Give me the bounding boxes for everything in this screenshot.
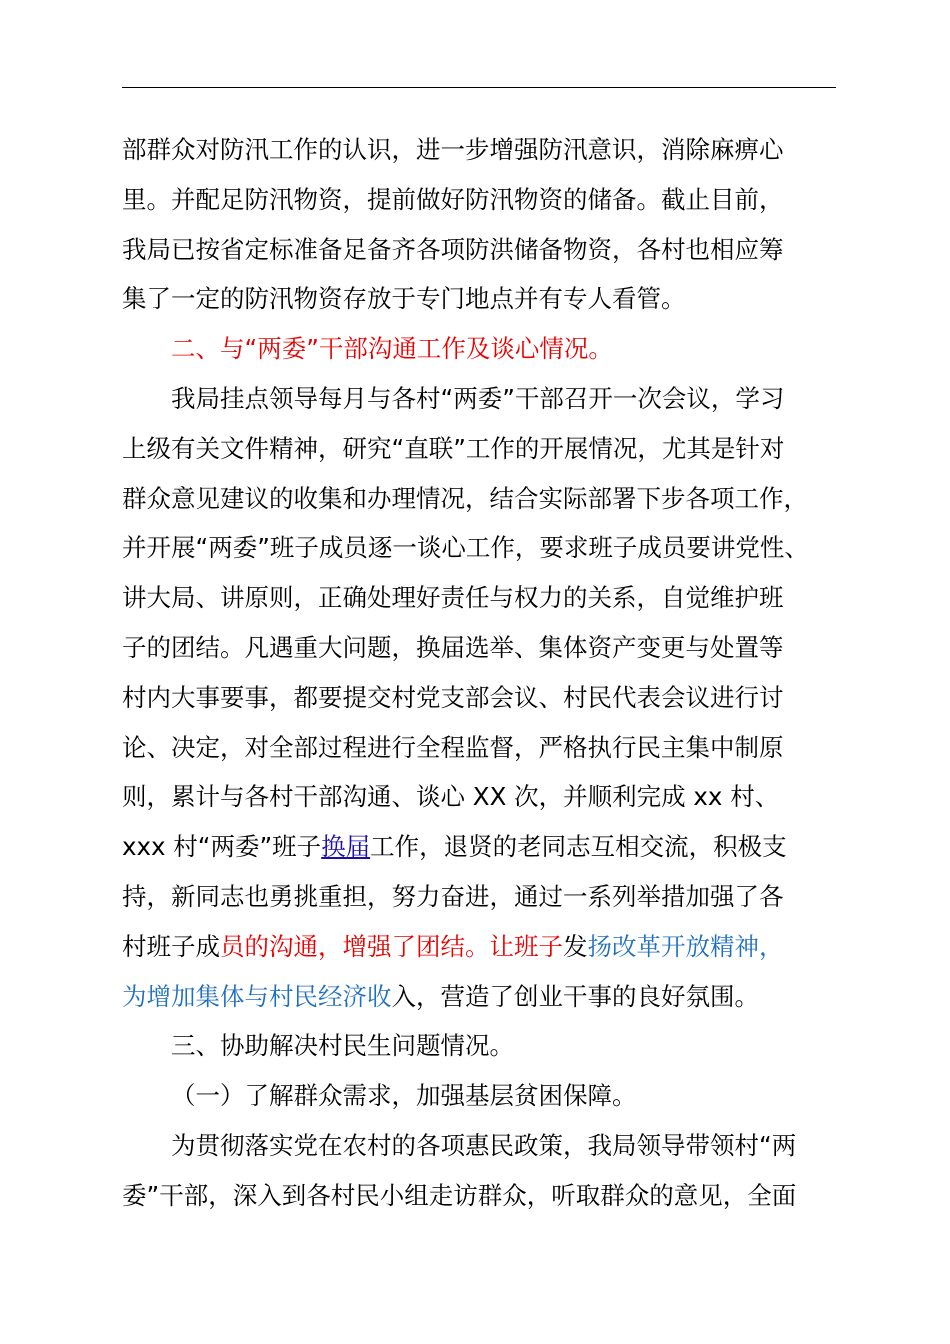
text-line: 里。并配足防汛物资，提前做好防汛物资的储备。截止目前， (122, 184, 784, 214)
text-line: 上级有关文件精神，研究“直联”工作的开展情况，尤其是针对 (122, 433, 785, 463)
text-line: 持，新同志也勇挑重担，努力奋进，通过一系列举措加强了各 (122, 881, 784, 911)
highlight-blue: 扬改革开放精神， (587, 931, 784, 961)
highlight-blue: 为增加集体与村民经济收 (122, 981, 392, 1011)
section-heading-2: 二、与“两委”干部沟通工作及谈心情况。 (171, 334, 613, 364)
text-segment: 入，营造了创业干事的良好氛围。 (391, 981, 759, 1011)
highlight-red: 员的沟通，增强了团结。让班子 (220, 931, 563, 961)
text-line: 我局已按省定标准备足备齐各项防洪储备物资，各村也相应筹 (122, 234, 784, 264)
text-line: 我局挂点领导每月与各村“两委”干部召开一次会议，学习 (171, 383, 785, 413)
text-line: 集了一定的防汛物资存放于专门地点并有专人看管。 (122, 284, 686, 314)
text-line: 群众意见建议的收集和办理情况，结合实际部署下步各项工作， (122, 483, 808, 513)
text-line: 为贯彻落实党在农村的各项惠民政策，我局领导带领村“两 (171, 1130, 797, 1160)
text-segment: xxx 村“两委”班子 (122, 832, 322, 862)
subsection-heading: （一）了解群众需求，加强基层贫困保障。 (171, 1081, 637, 1111)
body-text (122, 125, 842, 1221)
text-line: 村内大事要事，都要提交村党支部会议、村民代表会议进行讨 (122, 682, 784, 712)
text-line (122, 822, 842, 872)
text-line (122, 972, 842, 1022)
text-line: 委”干部，深入到各村民小组走访群众，听取群众的意见，全面 (122, 1180, 797, 1210)
text-line: 部群众对防汛工作的认识，进一步增强防汛意识，消除麻痹心 (122, 135, 784, 164)
text-line: 子的团结。凡遇重大问题，换届选举、集体资产变更与处置等 (122, 632, 784, 662)
text-line: 则，累计与各村干部沟通、谈心 XX 次，并顺利完成 xx 村、 (122, 782, 780, 812)
text-segment: 工作，退贤的老同志互相交流，积极支 (370, 832, 787, 862)
text-line: 并开展“两委”班子成员逐一谈心工作，要求班子成员要讲党性、 (122, 533, 809, 563)
section-heading-3: 三、协助解决村民生问题情况。 (171, 1031, 514, 1061)
text-line (122, 922, 842, 972)
header-rule (122, 87, 836, 88)
huanjie-link[interactable]: 换届 (321, 832, 371, 862)
text-segment: 发 (563, 931, 588, 961)
text-line: 讲大局、讲原则，正确处理好责任与权力的关系，自觉维护班 (122, 583, 784, 613)
text-line: 论、决定，对全部过程进行全程监督，严格执行民主集中制原 (122, 732, 784, 762)
text-segment: 村班子成 (122, 931, 220, 961)
